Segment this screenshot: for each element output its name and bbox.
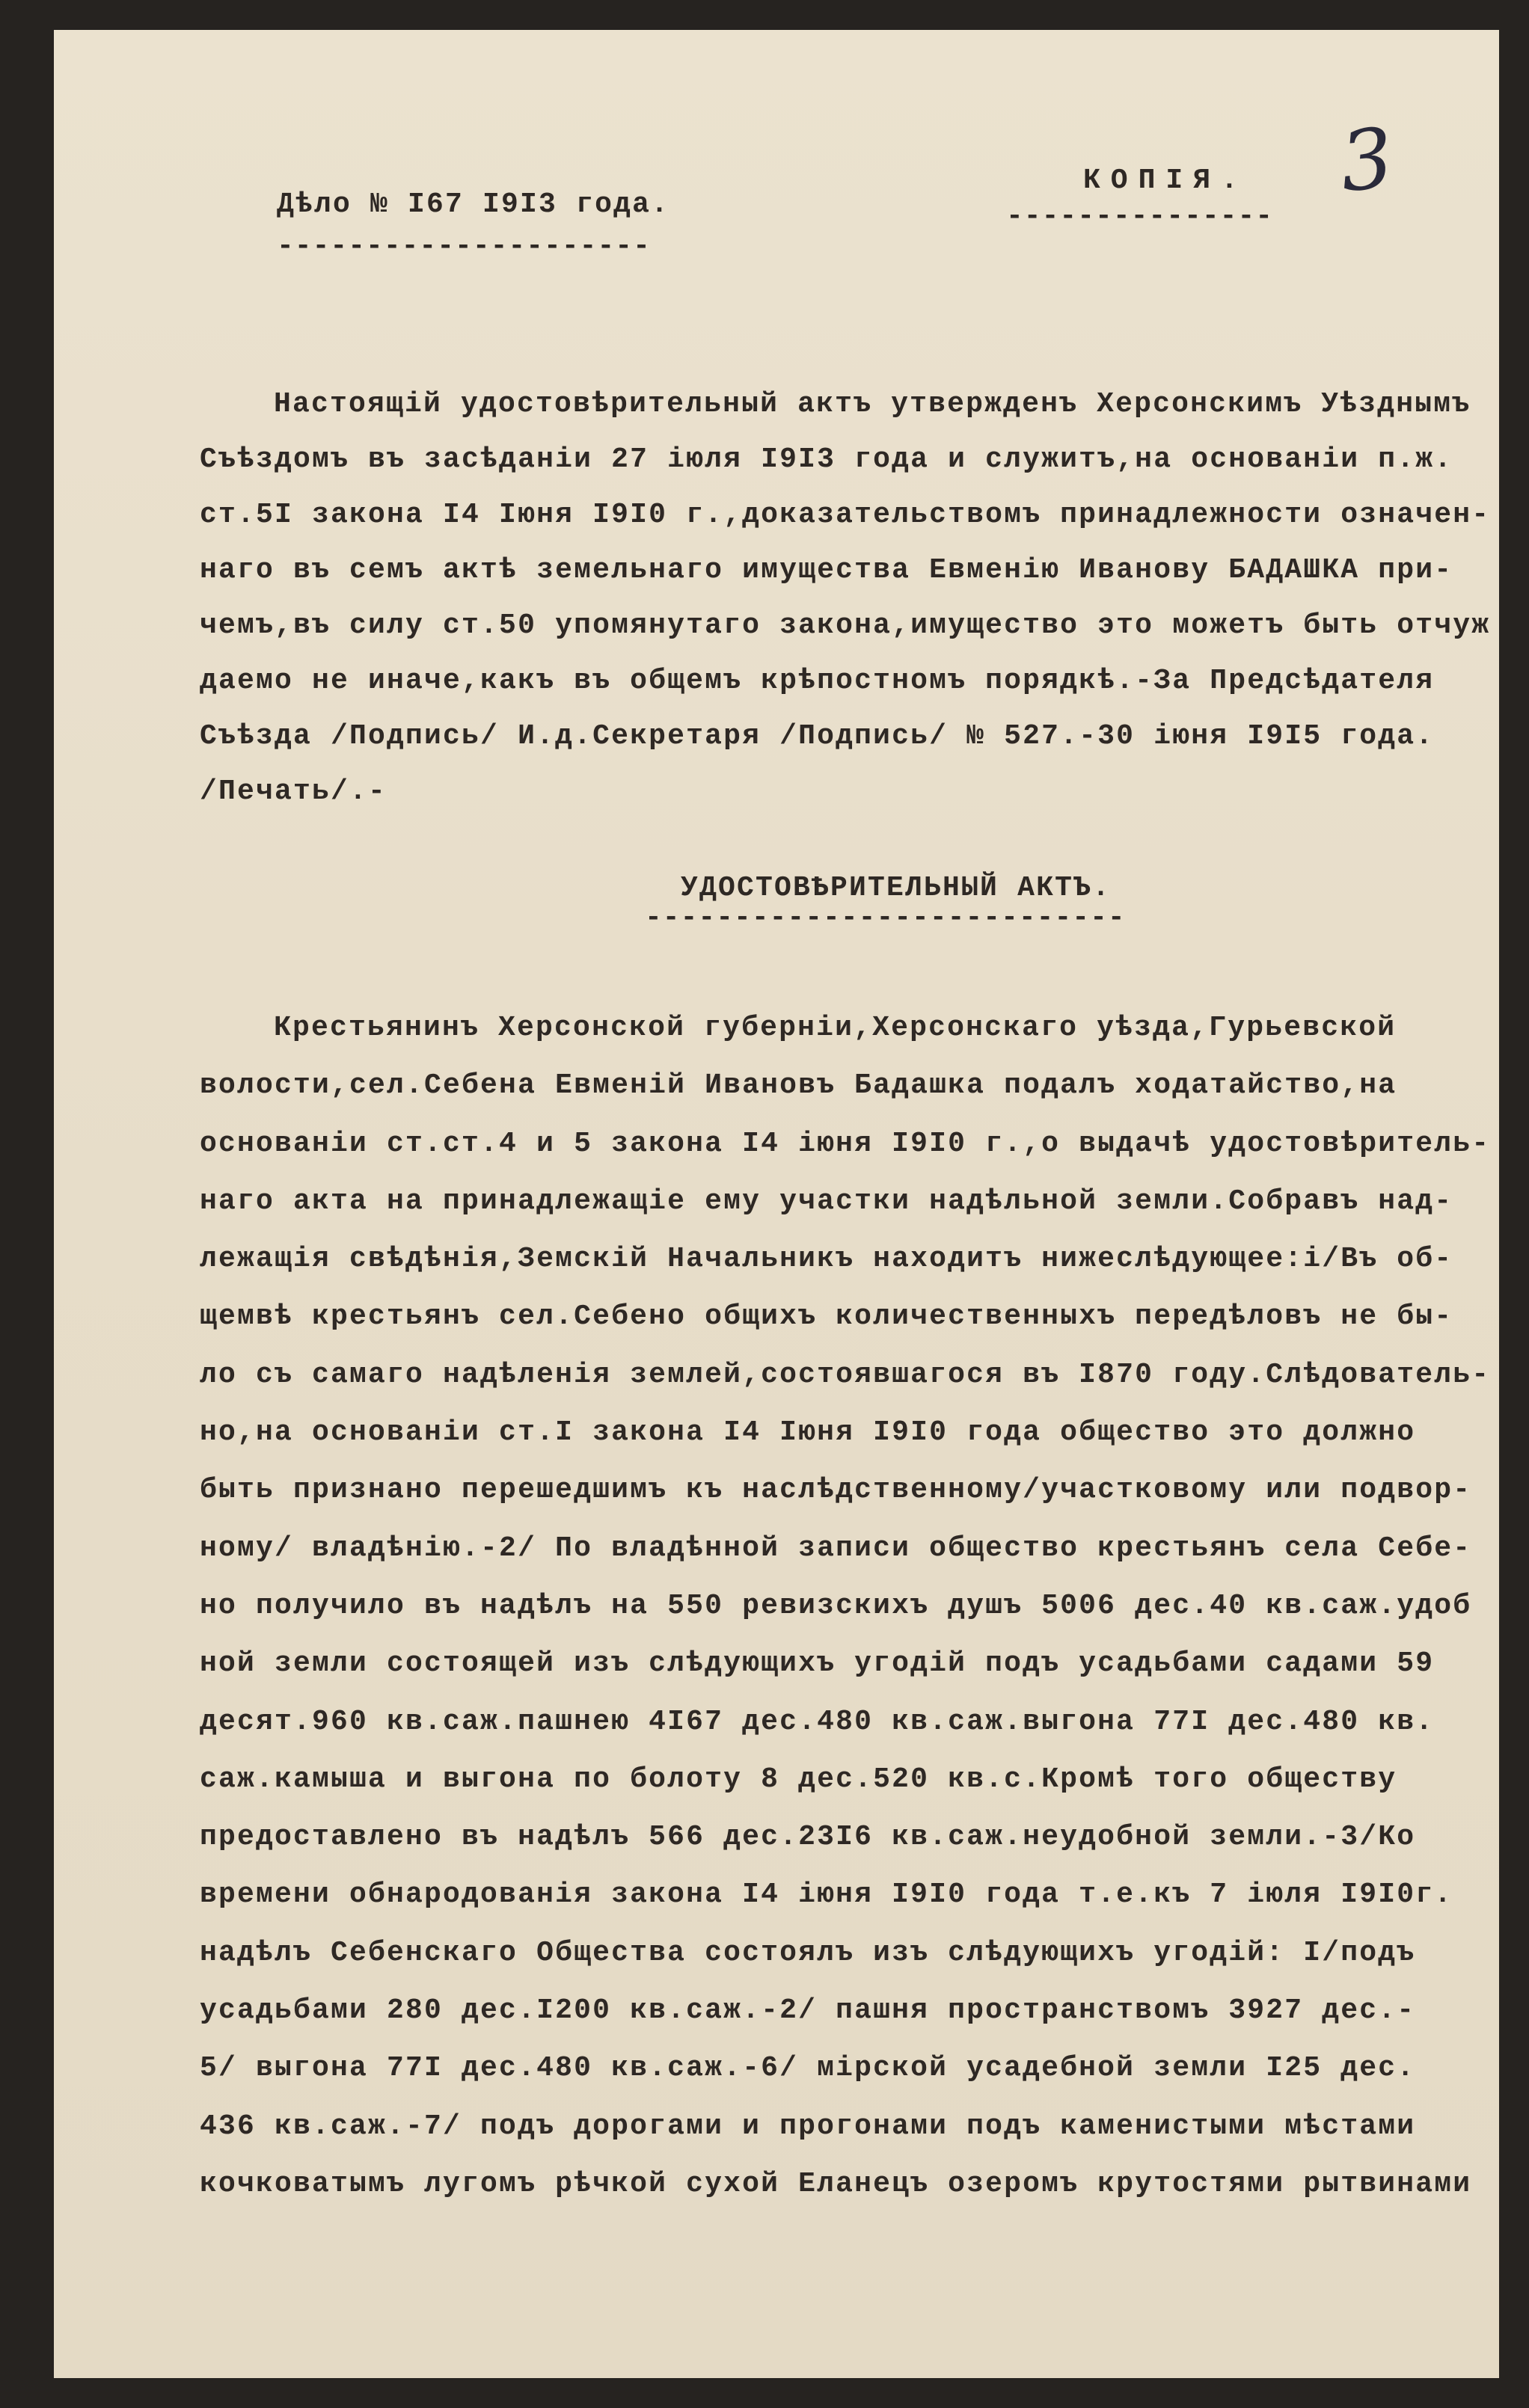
text-line bbox=[200, 999, 1490, 1057]
text-line-content: быть признано перешедшимъ къ наслѣдственному/участковому или подвор- bbox=[200, 1474, 1472, 1507]
text-line bbox=[200, 1115, 1490, 1173]
text-line-content: надѣлъ Себенскаго Общества состоялъ изъ слѣдующихъ угодій: I/подъ bbox=[200, 1936, 1416, 1969]
case-number-underline: --------------------- bbox=[277, 230, 651, 262]
text-line-content: усадьбами 280 дес.I200 кв.саж.-2/ пашня пространствомъ 3927 дес.- bbox=[200, 1994, 1416, 2027]
copy-label: КОПІЯ. bbox=[1083, 165, 1248, 197]
text-line-content: десят.960 кв.саж.пашнею 4I67 дес.480 кв.саж.выгона 77I дес.480 кв. bbox=[200, 1705, 1435, 1738]
text-line-content: но,на основаніи ст.I закона I4 Іюня I9I0 года общество это должно bbox=[200, 1416, 1416, 1449]
text-line-content: саж.камыша и выгона по болоту 8 дес.520 кв.с.Кромѣ того обществу bbox=[200, 1763, 1397, 1796]
text-line bbox=[200, 1520, 1490, 1577]
text-line bbox=[200, 1751, 1490, 1808]
text-line bbox=[200, 1924, 1490, 1982]
text-line-content: 436 кв.саж.-7/ подъ дорогами и прогонами подъ каменистыми мѣстами bbox=[200, 2110, 1416, 2143]
text-line bbox=[200, 1982, 1490, 2039]
text-line-content: основаніи ст.ст.4 и 5 закона I4 іюня I9I0 г.,о выдачѣ удостовѣритель- bbox=[200, 1127, 1491, 1160]
text-line bbox=[200, 1693, 1490, 1751]
text-line bbox=[200, 488, 1490, 543]
text-line bbox=[200, 1404, 1490, 1461]
text-line-content: 5/ выгона 77I дес.480 кв.саж.-6/ мірской усадебной земли I25 дес. bbox=[200, 2052, 1416, 2085]
text-line-content: волости,сел.Себена Евменій Ивановъ Бадашка подалъ ходатайство,на bbox=[200, 1069, 1397, 1102]
text-line bbox=[200, 764, 1490, 820]
text-line bbox=[200, 1346, 1490, 1404]
act-body-paragraph bbox=[200, 999, 1490, 2213]
text-line-content: предоставлено въ надѣлъ 566 дес.23I6 кв.саж.неудобной земли.-3/Ко bbox=[200, 1821, 1416, 1854]
text-line-content: лежащія свѣдѣнія,Земскій Начальникъ находитъ нижеслѣдующее:i/Въ об- bbox=[200, 1243, 1453, 1276]
text-line-content: Съѣздомъ въ засѣданіи 27 іюля I9I3 года и служитъ,на основаніи п.ж. bbox=[200, 443, 1453, 476]
text-line-content: щемвѣ крестьянъ сел.Себено общихъ количественныхъ передѣловъ не бы- bbox=[200, 1300, 1453, 1333]
text-line bbox=[200, 1057, 1490, 1114]
text-line-content: наго въ семъ актѣ земельнаго имущества Евменію Иванову БАДАШКА при- bbox=[200, 554, 1453, 586]
text-line-content: времени обнародованія закона I4 іюня I9I0 года т.е.къ 7 іюля I9I0г. bbox=[200, 1879, 1453, 1911]
text-line bbox=[200, 1173, 1490, 1230]
text-line-content: даемо не иначе,какъ въ общемъ крѣпостномъ порядкѣ.-За Предсѣдателя bbox=[200, 665, 1435, 697]
text-line bbox=[200, 1461, 1490, 1519]
text-line bbox=[200, 2098, 1490, 2155]
text-line bbox=[200, 1866, 1490, 1923]
text-line bbox=[200, 1577, 1490, 1635]
copy-label-underline: --------------- bbox=[1006, 200, 1274, 233]
text-line-content: наго акта на принадлежащіе ему участки надѣльной земли.Собравъ над- bbox=[200, 1185, 1453, 1217]
text-line bbox=[200, 1288, 1490, 1345]
text-line bbox=[200, 432, 1490, 488]
text-line bbox=[200, 709, 1490, 764]
text-line-content: Настоящій удостовѣрительный актъ утвержденъ Херсонскимъ Уѣзднымъ bbox=[274, 388, 1471, 420]
document-page bbox=[54, 30, 1499, 2378]
certification-paragraph bbox=[200, 377, 1490, 820]
text-line-content: кочковатымъ лугомъ рѣчкой сухой Еланецъ озеромъ крутостями рытвинами bbox=[200, 2167, 1472, 2200]
text-line bbox=[200, 654, 1490, 709]
text-line-content: Съѣзда /Подпись/ И.д.Секретаря /Подпись/ № 527.-30 іюня I9I5 года. bbox=[200, 720, 1435, 752]
text-line-content: ст.5I закона I4 Іюня I9I0 г.,доказательствомъ принадлежности означен- bbox=[200, 499, 1491, 531]
text-line bbox=[200, 2039, 1490, 2097]
text-line-content: ло съ самаго надѣленія землей,состоявшагося въ I870 году.Слѣдователь- bbox=[200, 1358, 1491, 1391]
text-line-content: но получило въ надѣлъ на 550 ревизскихъ душъ 5006 дес.40 кв.саж.удоб bbox=[200, 1589, 1472, 1622]
text-line bbox=[200, 598, 1490, 654]
case-number: Дѣло № I67 I9I3 года. bbox=[277, 188, 670, 221]
text-line-content: ной земли состоящей изъ слѣдующихъ угодій подъ усадьбами садами 59 bbox=[200, 1647, 1435, 1680]
text-line bbox=[200, 1635, 1490, 1692]
text-line bbox=[200, 1808, 1490, 1866]
section-heading: УДОСТОВѢРИТЕЛЬНЫЙ АКТЪ. bbox=[681, 872, 1112, 904]
text-line bbox=[200, 2155, 1490, 2213]
text-line-content: чемъ,въ силу ст.50 упомянутаго закона,имущество это можетъ быть отчуж bbox=[200, 609, 1491, 642]
text-line bbox=[200, 377, 1490, 432]
text-line-content: /Печать/.- bbox=[200, 775, 387, 808]
text-line-content: ному/ владѣнію.-2/ По владѣнной записи общество крестьянъ села Себе- bbox=[200, 1532, 1472, 1564]
section-heading-underline: --------------------------- bbox=[645, 902, 1126, 934]
text-line-content: Крестьянинъ Херсонской губерніи,Херсонскаго уѣзда,Гурьевской bbox=[274, 1012, 1397, 1044]
text-line bbox=[200, 543, 1490, 598]
text-line bbox=[200, 1230, 1490, 1288]
handwritten-page-number: 3 bbox=[1335, 109, 1398, 211]
